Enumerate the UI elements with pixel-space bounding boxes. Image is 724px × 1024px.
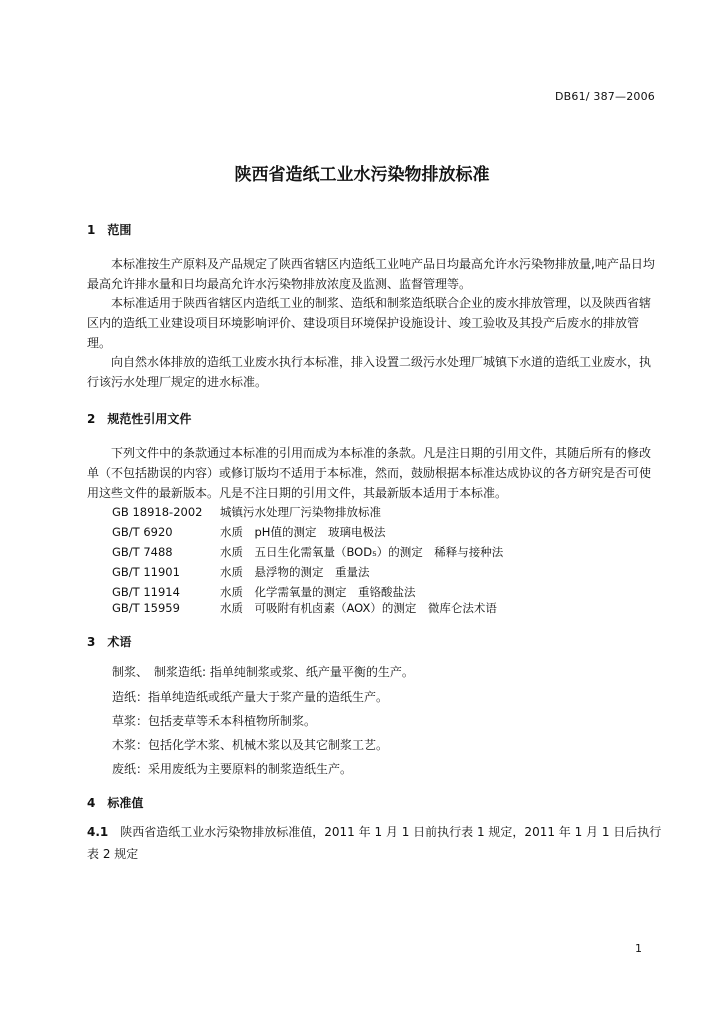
- reference-row: [112, 598, 497, 618]
- reference-code: GB/T 15959: [112, 601, 180, 615]
- section-4-heading: 4 标准值: [87, 796, 144, 810]
- term-definition: 木浆：包括化学木浆、机械木浆以及其它制浆工艺。: [112, 738, 389, 752]
- section-1-heading: 1 范围: [87, 223, 132, 237]
- reference-title: 水质 五日生化需氧量（BOD₅）的测定 稀释与接种法: [220, 545, 504, 559]
- page-number: 1: [635, 942, 642, 955]
- reference-row: [112, 522, 385, 542]
- reference-title: 水质 可吸附有机卤素（AOX）的测定 微库仑法术语: [220, 601, 497, 615]
- reference-title: 水质 化学需氧量的测定 重铬酸盐法: [220, 585, 416, 599]
- reference-title: 水质 pH值的测定 玻璃电极法: [220, 525, 386, 539]
- clause-4-1: [87, 821, 662, 865]
- section-3-heading: 3 术语: [87, 635, 132, 649]
- reference-code: GB/T 11914: [112, 585, 180, 599]
- section-2-heading: 2 规范性引用文件: [87, 412, 192, 426]
- reference-row: [112, 562, 370, 582]
- section-2-intro: 下列文件中的条款通过本标准的引用而成为本标准的条款。凡是注日期的引用文件，其随后所有的修改单（不包括勘误的内容）或修订版均不适用于本标准，然而，鼓励根据本标准达成协议的各方研究是否可使用这些文件的最新版本。凡是不注日期的引用文件，其最新版本适用于本标准。: [87, 446, 652, 500]
- clause-number: 4.1: [87, 825, 109, 839]
- reference-code: GB/T 11901: [112, 565, 180, 579]
- reference-code: GB/T 7488: [112, 545, 173, 559]
- reference-code: GB 18918-2002: [112, 505, 203, 519]
- document-title: 陕西省造纸工业水污染物排放标准: [234, 165, 490, 185]
- term-definition: 制浆、 制浆造纸: 指单纯制浆或浆、纸产量平衡的生产。: [112, 665, 414, 679]
- section-1-paragraph: 本标准按生产原料及产品规定了陕西省辖区内造纸工业吨产品日均最高允许水污染物排放量,吨产品日均最高允许排水量和日均最高允许水污染物排放浓度及监测、监督管理等。: [87, 257, 655, 291]
- reference-row: [112, 542, 503, 562]
- term-definition: 废纸：采用废纸为主要原料的制浆造纸生产。: [112, 762, 353, 776]
- reference-title: 水质 悬浮物的测定 重量法: [220, 565, 370, 579]
- reference-row: [112, 502, 381, 522]
- reference-title: 城镇污水处理厂污染物排放标准: [220, 505, 381, 519]
- reference-code: GB/T 6920: [112, 525, 173, 539]
- standard-code: DB61/ 387—2006: [554, 90, 655, 103]
- term-definition: 草浆：包括麦草等禾本科植物所制浆。: [112, 714, 317, 728]
- clause-text: 陕西省造纸工业水污染物排放标准值，2011 年 1 月 1 日前执行表 1 规定，2011 年 1 月 1 日后执行表 2 规定: [87, 825, 662, 861]
- section-1-paragraph: 向自然水体排放的造纸工业废水执行本标准，排入设置二级污水处理厂城镇下水道的造纸工业废水，执行该污水处理厂规定的进水标准。: [87, 355, 652, 389]
- term-definition: 造纸：指单纯造纸或纸产量大于浆产量的造纸生产。: [112, 690, 389, 704]
- section-1-paragraph: 本标准适用于陕西省辖区内造纸工业的制浆、造纸和制浆造纸联合企业的废水排放管理，以及陕西省辖区内的造纸工业建设项目环境影响评价、建设项目环境保护设施设计、竣工验收及其投产后废水的排放管理。: [87, 296, 652, 350]
